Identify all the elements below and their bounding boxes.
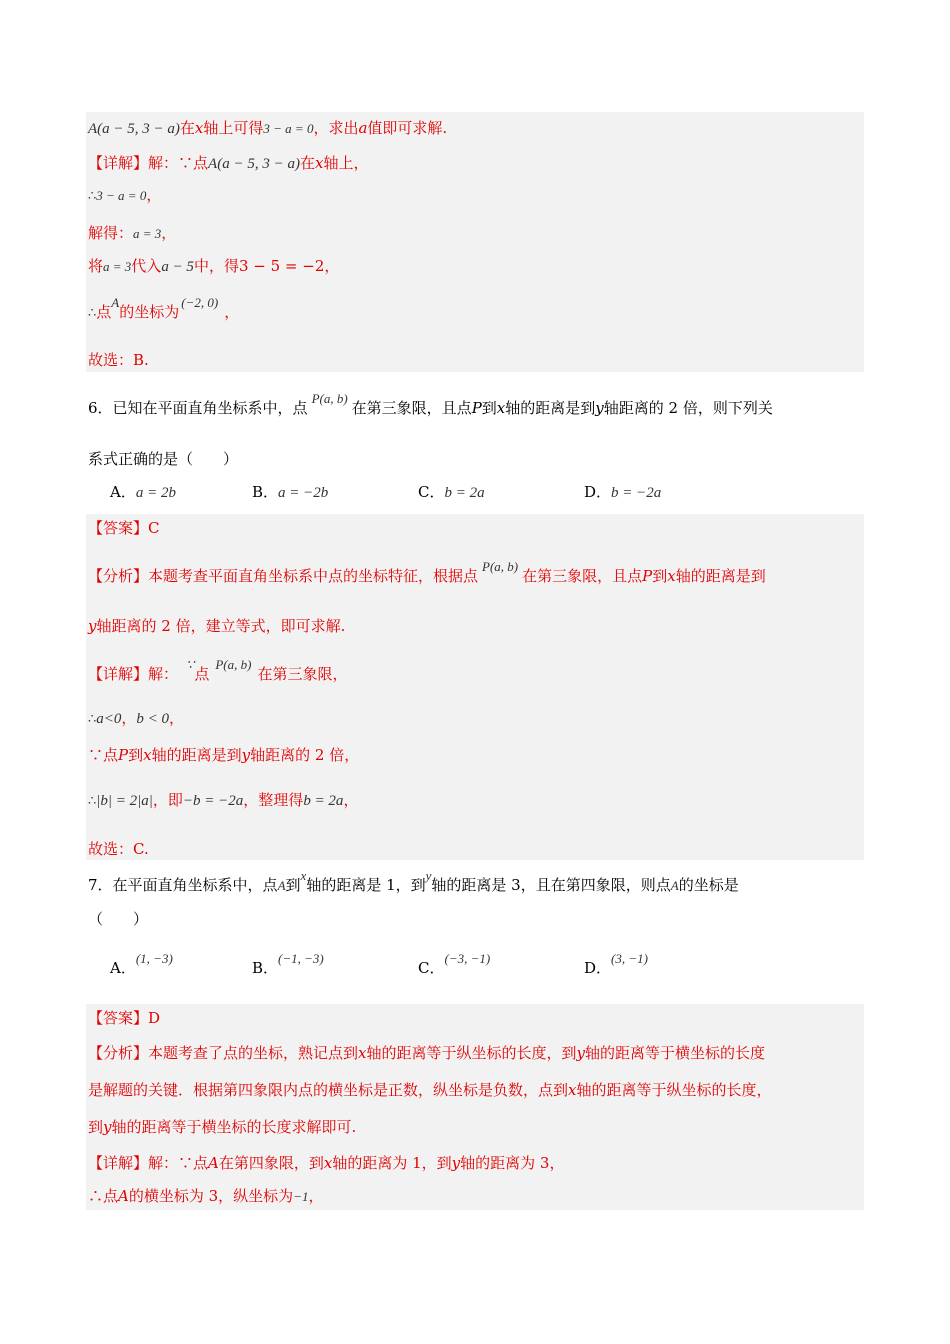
q7-analysis-line1: 【分析】本题考查了点的坐标，熟记点到x轴的距离等于纵坐标的长度，到y轴的距离等于横坐标的长度 <box>88 1044 766 1062</box>
q5-step-4: ∴点A的坐标为(−2, 0)， <box>88 295 240 321</box>
q6-option-a[interactable]: A．a = 2b <box>110 483 176 501</box>
q7-analysis-line2: 是解题的关键．根据第四象限内点的横坐标是正数，纵坐标是负数，点到x轴的距离等于纵坐标的长度， <box>88 1081 772 1099</box>
q6-detail-line1: 【详解】解：∵点P(a, b)在第三象限， <box>88 657 348 683</box>
q5-step-2: 解得：a = 3， <box>88 224 177 242</box>
q5-step-3: 将a = 3代入a − 5中，得3 − 5 = −2， <box>88 257 340 275</box>
q6-option-b[interactable]: B．a = −2b <box>252 483 329 501</box>
q7-stem-line2: （ ） <box>88 910 149 928</box>
q7-option-c[interactable]: C．(−3, −1) <box>418 951 491 977</box>
q7-analysis-line3: 到y轴的距离等于横坐标的长度求解即可. <box>88 1118 357 1136</box>
solution-block-q5 <box>86 112 864 372</box>
q6-detail-line3: ∵点P到x轴的距离是到y轴距离的 2 倍， <box>88 746 360 764</box>
q7-option-d[interactable]: D．(3, −1) <box>584 951 648 977</box>
q5-detail-line: 【详解】解：∵点A(a − 5, 3 − a)在x轴上， <box>88 154 369 172</box>
q6-analysis-line2: y轴距离的 2 倍，建立等式，即可求解. <box>88 617 346 635</box>
q6-stem-line1: 6．已知在平面直角坐标系中，点P(a, b)在第三象限，且点P到x轴的距离是到y轴距离的 2 倍，则下列关 <box>88 391 773 417</box>
q6-answer: 【答案】C <box>88 519 160 537</box>
q6-option-d[interactable]: D．b = −2a <box>584 483 662 501</box>
q5-analysis-line: A(a − 5, 3 − a)在x轴上可得3 − a = 0，求出a值即可求解. <box>88 119 448 137</box>
q6-choice: 故选：C. <box>88 840 149 858</box>
solution-block-q7 <box>86 1004 864 1210</box>
q6-analysis-line1: 【分析】本题考查平面直角坐标系中点的坐标特征，根据点P(a, b)在第三象限，且点P到x轴的距离是到 <box>88 559 766 585</box>
q7-detail-line2: ∴点A的横坐标为 3，纵坐标为−1， <box>88 1187 324 1205</box>
q7-answer: 【答案】D <box>88 1009 161 1027</box>
q6-stem-line2: 系式正确的是（ ） <box>88 450 239 468</box>
q5-step-1: ∴3 − a = 0， <box>88 186 162 204</box>
math-point-A: A(a − 5, 3 − a) <box>88 121 180 137</box>
q6-option-c[interactable]: C．b = 2a <box>418 483 485 501</box>
q6-detail-line2: ∴a<0，b < 0， <box>88 709 185 727</box>
q7-stem-line1: 7．在平面直角坐标系中，点A到x轴的距离是 1，到y轴的距离是 3，且在第四象限，则点A的坐标是 <box>88 868 739 894</box>
q5-choice: 故选：B. <box>88 351 149 369</box>
q6-detail-line4: ∴|b| = 2|a|，即−b = −2a，整理得b = 2a， <box>88 791 359 809</box>
q7-detail-line1: 【详解】解：∵点A在第四象限，到x轴的距离为 1，到y轴的距离为 3， <box>88 1154 565 1172</box>
q7-option-a[interactable]: A．(1, −3) <box>110 951 173 977</box>
q7-option-b[interactable]: B．(−1, −3) <box>252 951 324 977</box>
